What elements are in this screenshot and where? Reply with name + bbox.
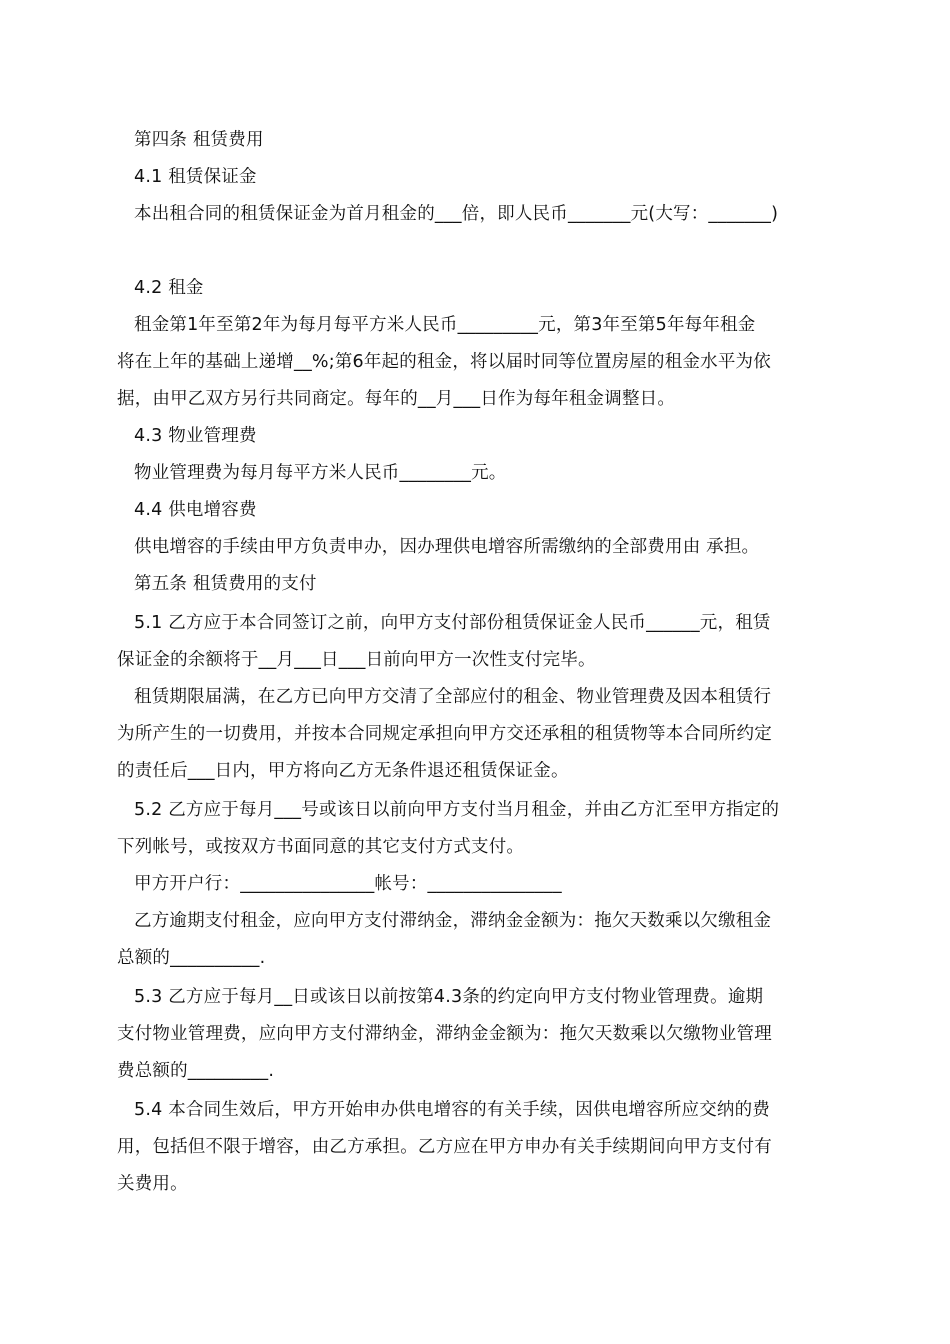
paragraph-line: 供电增容的手续由甲方负责申办，因办理供电增容所需缴纳的全部费用由 承担。 xyxy=(134,537,760,557)
paragraph-line: 下列帐号，或按双方书面同意的其它支付方式支付。 xyxy=(117,837,525,857)
section-4-2-heading: 4.2 租金 xyxy=(134,278,204,298)
paragraph-line: 5.4 本合同生效后，甲方开始申办供电增容的有关手续，因供电增容所应交纳的费 xyxy=(134,1100,770,1120)
paragraph-line: 费总额的_________. xyxy=(117,1061,275,1081)
article-5-heading: 第五条 租赁费用的支付 xyxy=(134,574,317,594)
document-page xyxy=(117,0,837,1344)
paragraph-line: 租金第1年至第2年为每月每平方米人民币_________元，第3年至第5年每年租金 xyxy=(134,315,756,335)
paragraph-line: 关费用。 xyxy=(117,1174,188,1194)
paragraph-line: 保证金的余额将于__月___日___日前向甲方一次性支付完毕。 xyxy=(117,650,596,670)
paragraph-line: 支付物业管理费，应向甲方支付滞纳金，滞纳金金额为：拖欠天数乘以欠缴物业管理 xyxy=(117,1024,772,1044)
article-4-heading: 第四条 租赁费用 xyxy=(134,130,264,150)
paragraph-line: 乙方逾期支付租金，应向甲方支付滞纳金，滞纳金金额为：拖欠天数乘以欠缴租金 xyxy=(134,911,772,931)
paragraph-line: 物业管理费为每月每平方米人民币________元。 xyxy=(134,463,507,483)
paragraph-line: 据，由甲乙双方另行共同商定。每年的__月___日作为每年租金调整日。 xyxy=(117,389,676,409)
account-line: 甲方开户行：_______________帐号：_______________ xyxy=(134,874,562,894)
section-4-3-heading: 4.3 物业管理费 xyxy=(134,426,257,446)
paragraph-line: 为所产生的一切费用，并按本合同规定承担向甲方交还承租的租赁物等本合同所约定 xyxy=(117,724,772,744)
paragraph-line: 5.1 乙方应于本合同签订之前，向甲方支付部份租赁保证金人民币______元，租赁 xyxy=(134,613,771,633)
paragraph-line: 5.2 乙方应于每月___号或该日以前向甲方支付当月租金，并由乙方汇至甲方指定的 xyxy=(134,800,780,820)
paragraph-line: 5.3 乙方应于每月__日或该日以前按第4.3条的约定向甲方支付物业管理费。逾期 xyxy=(134,987,764,1007)
section-4-1-heading: 4.1 租赁保证金 xyxy=(134,167,257,187)
paragraph-line: 用，包括但不限于增容，由乙方承担。乙方应在甲方申办有关手续期间向甲方支付有 xyxy=(117,1137,772,1157)
section-4-4-heading: 4.4 供电增容费 xyxy=(134,500,257,520)
paragraph-line: 租赁期限届满，在乙方已向甲方交清了全部应付的租金、物业管理费及因本租赁行 xyxy=(134,687,772,707)
paragraph-line: 总额的__________. xyxy=(117,948,266,968)
paragraph-line: 本出租合同的租赁保证金为首月租金的___倍，即人民币_______元(大写：_______) xyxy=(134,204,779,224)
paragraph-line: 的责任后___日内，甲方将向乙方无条件退还租赁保证金。 xyxy=(117,761,569,781)
paragraph-line: 将在上年的基础上递增__%;第6年起的租金，将以届时同等位置房屋的租金水平为依 xyxy=(117,352,771,372)
